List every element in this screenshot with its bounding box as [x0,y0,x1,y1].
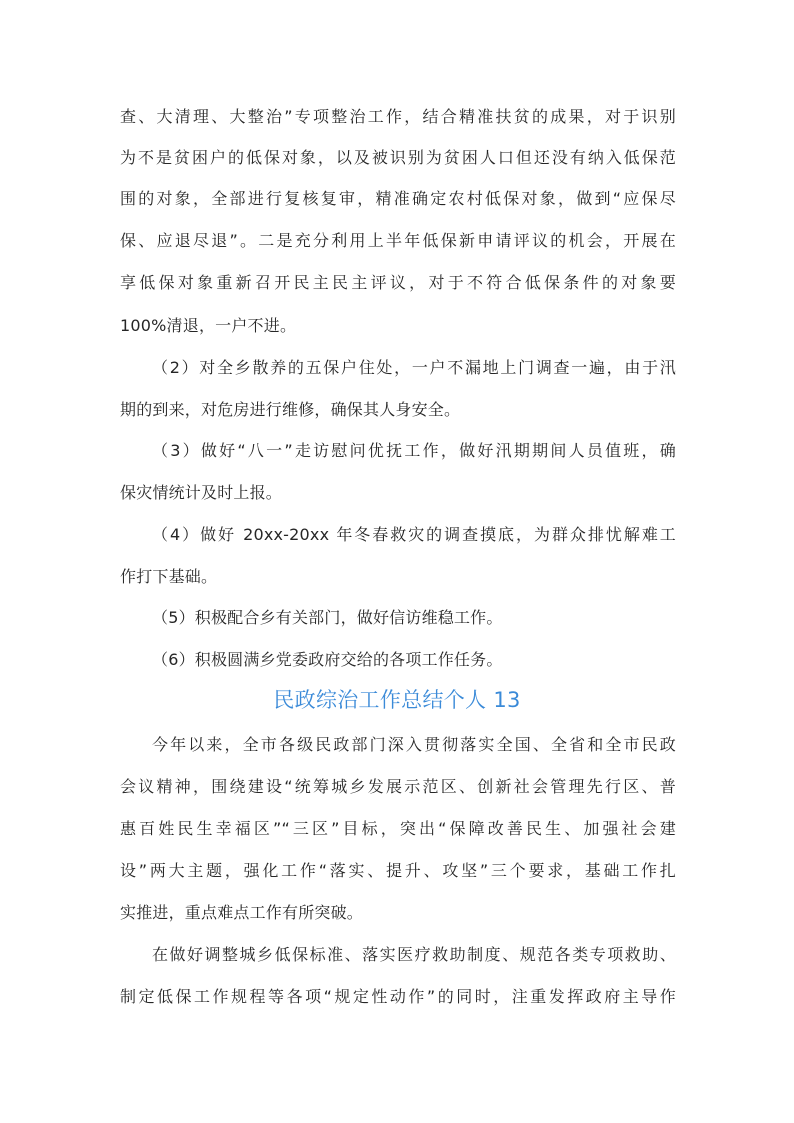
paragraph-line: 设”两大主题，强化工作“落实、提升、攻坚”三个要求，基础工作扎 [120,861,676,880]
list-item-continuation: 作打下基础。 [120,567,218,586]
paragraph-line: 100%清退，一户不进。 [120,316,297,335]
section-heading: 民政综治工作总结个人 13 [273,688,521,712]
list-item-continuation: 保灾情统计及时上报。 [120,483,283,502]
paragraph-line: 今年以来，全市各级民政部门深入贯彻落实全国、全省和全市民政 [152,735,676,754]
paragraph-line: 保、应退尽退”。二是充分利用上半年低保新申请评议的机会，开展在 [120,231,676,250]
paragraph-line: 为不是贫困户的低保对象，以及被识别为贫困人口但还没有纳入低保范 [120,148,676,167]
list-item: （5）积极配合乡有关部门，做好信访维稳工作。 [152,608,503,627]
paragraph-line: 围的对象，全部进行复核复审，精准确定农村低保对象，做到“应保尽 [120,189,676,208]
paragraph-line: 在做好调整城乡低保标准、落实医疗救助制度、规范各类专项救助、 [152,945,676,964]
paragraph-line: 制定低保工作规程等各项“规定性动作”的同时，注重发挥政府主导作 [120,987,676,1006]
list-item: （6）积极圆满乡党委政府交给的各项工作任务。 [152,650,503,669]
list-item-continuation: 期的到来，对危房进行维修，确保其人身安全。 [120,400,461,419]
paragraph-line: 享低保对象重新召开民主民主评议，对于不符合低保条件的对象要 [120,273,676,292]
list-item: （2）对全乡散养的五保户住处，一户不漏地上门调查一遍，由于汛 [152,358,676,377]
paragraph-line: 查、大清理、大整治”专项整治工作，结合精准扶贫的成果，对于识别 [120,107,676,126]
paragraph-line: 惠百姓民生幸福区”“三区”目标，突出“保障改善民生、加强社会建 [120,819,676,838]
paragraph-line: 会议精神，围绕建设“统筹城乡发展示范区、创新社会管理先行区、普 [120,777,676,796]
paragraph-line: 实推进，重点难点工作有所突破。 [120,903,364,922]
list-item: （3）做好“八一”走访慰问优抚工作，做好汛期期间人员值班，确 [152,441,676,460]
list-item: （4）做好 20xx-20xx 年冬春救灾的调查摸底，为群众排忧解难工 [152,525,676,544]
